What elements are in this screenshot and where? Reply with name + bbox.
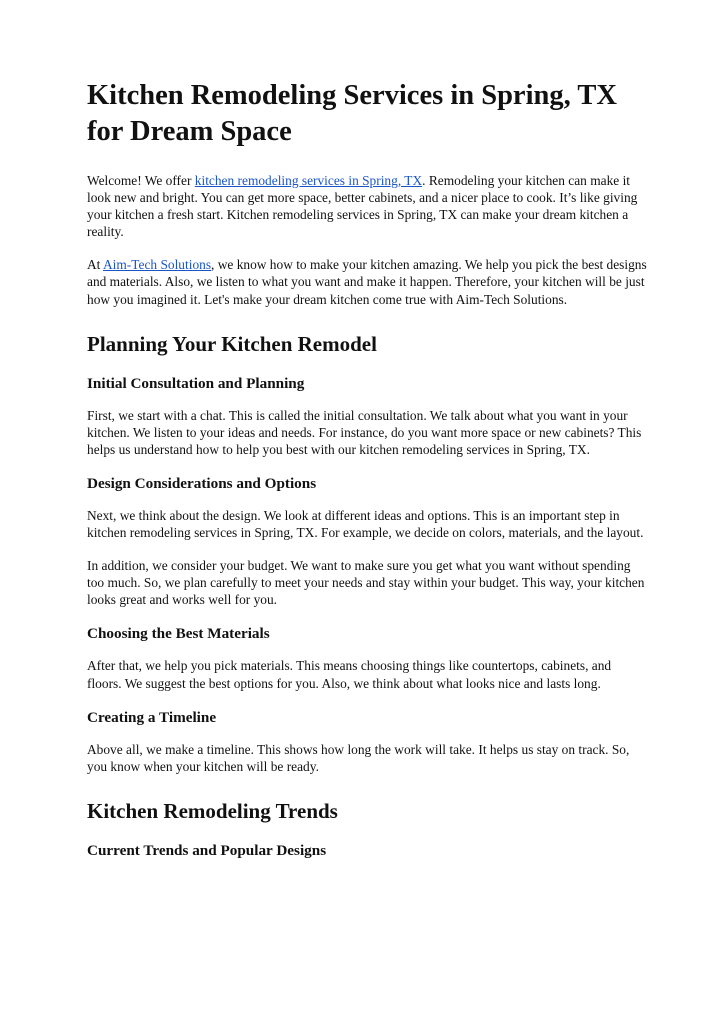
timeline-heading: Creating a Timeline [87,708,217,726]
intro-paragraph-2 [87,256,647,307]
design-paragraph-1: Next, we think about the design. We look at different ideas and options. This is an important step in kitchen remodeling services in Spring, TX. For example, we decide on colors, materials, and the layout. [87,507,644,541]
consultation-heading: Initial Consultation and Planning [87,374,305,392]
intro-paragraph-1 [87,172,647,240]
consultation-paragraph: First, we start with a chat. This is called the initial consultation. We talk about what you want in your kitchen. We listen to your ideas and needs. For instance, do you want more space or new cabinets? This helps us understand how to help you best with our kitchen remodeling services in Spring, TX. [87,407,642,457]
aim-tech-solutions-link[interactable]: Aim-Tech Solutions [103,257,212,273]
kitchen-remodeling-link[interactable]: kitchen remodeling services in Spring, TX [194,173,423,188]
planning-heading: Planning Your Kitchen Remodel [87,331,377,356]
intro-p2-text-start: At [87,257,103,273]
intro-p2-text-end: , we know how to make your kitchen amazing. We help you pick the best designs and materials. Also, we listen to what you want and make it happen. Therefore, your kitchen will be just how you imagined it. Let's make your dream kitchen come true with Aim-Tech Solutions. [87,257,647,307]
current-trends-heading: Current Trends and Popular Designs [87,841,327,859]
intro-p1-text-end: . Remodeling your kitchen can make it look new and bright. You can get more space, better cabinets, and a nicer place to cook. It’s like giving your kitchen a fresh start. Kitchen remodeling services in Spring, TX can make your dream kitchen a reality. [87,173,638,240]
timeline-paragraph: Above all, we make a timeline. This shows how long the work will take. It helps us stay on track. So, you know when your kitchen will be ready. [87,741,630,774]
materials-heading: Choosing the Best Materials [87,625,270,643]
trends-heading: Kitchen Remodeling Trends [87,798,338,823]
design-heading: Design Considerations and Options [87,474,317,492]
materials-paragraph: After that, we help you pick materials. This means choosing things like countertops, cabinets, and floors. We suggest the best options for you. Also, we think about what looks nice and lasts long. [87,658,612,691]
design-paragraph-2: In addition, we consider your budget. We want to make sure you get what you want without spending too much. So, we plan carefully to meet your needs and stay within your budget. This way, your kitchen looks great and works well for you. [87,558,645,608]
document-page [87,78,647,874]
intro-p1-text-start: Welcome! We offer [87,173,195,188]
page-title: Kitchen Remodeling Services in Spring, TX for Dream Space [87,80,617,147]
